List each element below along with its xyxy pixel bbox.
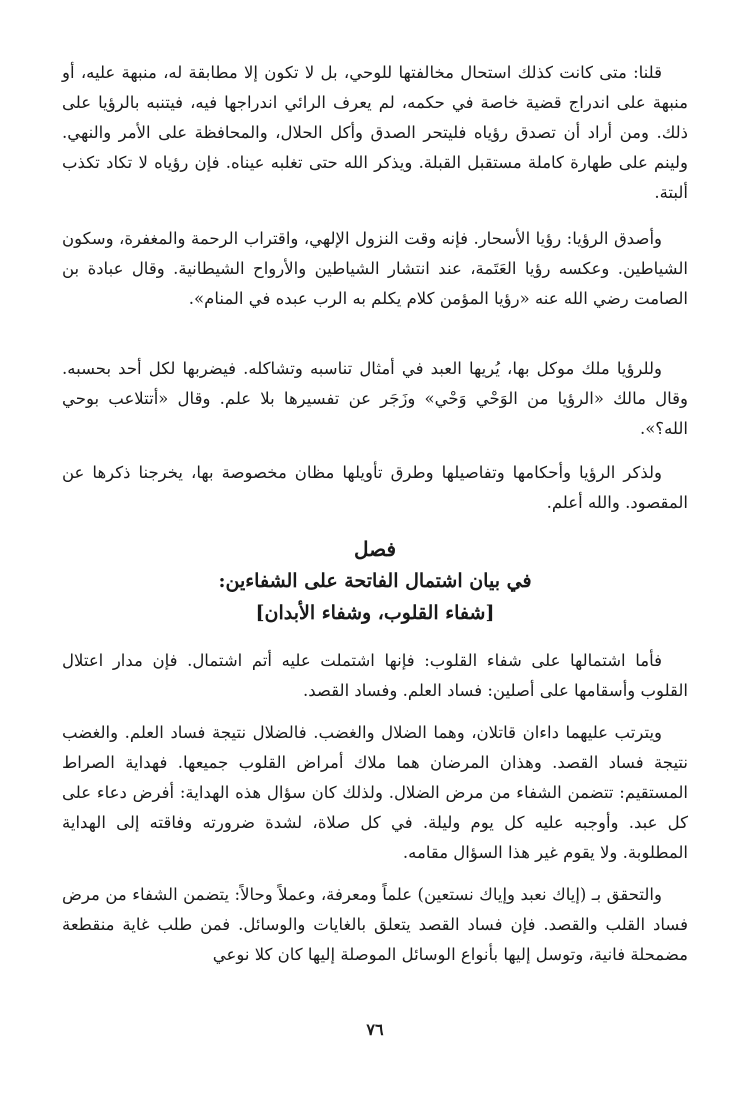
paragraph-healing-hearts: فأما اشتمالها على شفاء القلوب: فإنها اشتملت عليه أتم اشتمال. فإن مدار اعتلال القلوب وأسقامها على أصلين: فساد العلم. وفساد القصد. [62,651,688,700]
chapter-title: في بيان اشتمال الفاتحة على الشفاءين: [218,570,532,592]
chapter-subtitle: [شفاء القلوب، وشفاء الأبدان] [255,602,495,624]
paragraph-dream-angel: وللرؤيا ملك موكل بها، يُريها العبد في أمثال تناسبه وتشاكله. فيضربها لكل أحد بحسبه. وقال مالك «الرؤيا من الوَحْي وَحْي» وزَجَر عن تفسيرها بلا علم. وقال «أتتلاعب بوحي الله؟». [62,359,688,438]
paragraph-two-diseases: ويترتب عليهما داءان قاتلان، وهما الضلال والغضب. فالضلال نتيجة فساد العلم. والغضب نتيجة فساد القصد. وهذان المرضان هما ملاك أمراض القلوب جميعها. فهداية الصراط المستقيم: تتضمن الشفاء من مرض الضلال. ولذلك كان سؤال هذه الهداية: أفرض دعاء على كل عبد. وأوجبه عليه كل يوم وليلة. في كل صلاة، لشدة ضرورته وفاقته إلى الهداية المطلوبة. ولا يقوم غير هذا السؤال مقامه. [62,723,688,862]
paragraph-iyyaka-nabudu: والتحقق بـ (إياك نعبد وإياك نستعين) علماً ومعرفة، وعملاً وحالاً: يتضمن الشفاء من مرض فساد القلب والقصد. فإن فساد القصد يتعلق بالغايات والوسائل. فمن طلب غاية منقطعة مضمحلة فانية، وتوسل إليها بأنواع الوسائل الموصلة إليها كان كلا نوعي [62,885,688,964]
chapter-label: فصل [353,537,397,561]
page-number: ٧٦ [366,1020,384,1039]
book-page [62,58,688,1104]
chapter-heading [62,533,688,629]
paragraph-dream-conditions: قلنا: متى كانت كذلك استحال مخالفتها للوحي، بل لا تكون إلا مطابقة له، منبهة عليه، أو منبهة على اندراج قضية خاصة في حكمه، لم يعرف الرائي اندراجها فيه، فيتنبه بالرؤيا على ذلك. ومن أراد أن تصدق رؤياه فليتحر الصدق وأكل الحلال، والمحافظة على الأمر والنهي. ولينم على طهارة كاملة مستقبل القبلة. ويذكر الله حتى تغلبه عيناه. فإن رؤياه لا تكاد تكذب ألبتة. [62,63,688,202]
paragraph-dream-closing: ولذكر الرؤيا وأحكامها وتفاصيلها وطرق تأويلها مظان مخصوصة بها، يخرجنا ذكرها عن المقصود. والله أعلم. [62,463,688,512]
paragraph-truest-dreams: وأصدق الرؤيا: رؤيا الأسحار. فإنه وقت النزول الإلهي، واقتراب الرحمة والمغفرة، وسكون الشياطين. وعكسه رؤيا العَتَمة، عند انتشار الشياطين والأرواح الشيطانية. وقال عبادة بن الصامت رضي الله عنه «رؤيا المؤمن كلام يكلم به الرب عبده في المنام». [62,229,688,308]
